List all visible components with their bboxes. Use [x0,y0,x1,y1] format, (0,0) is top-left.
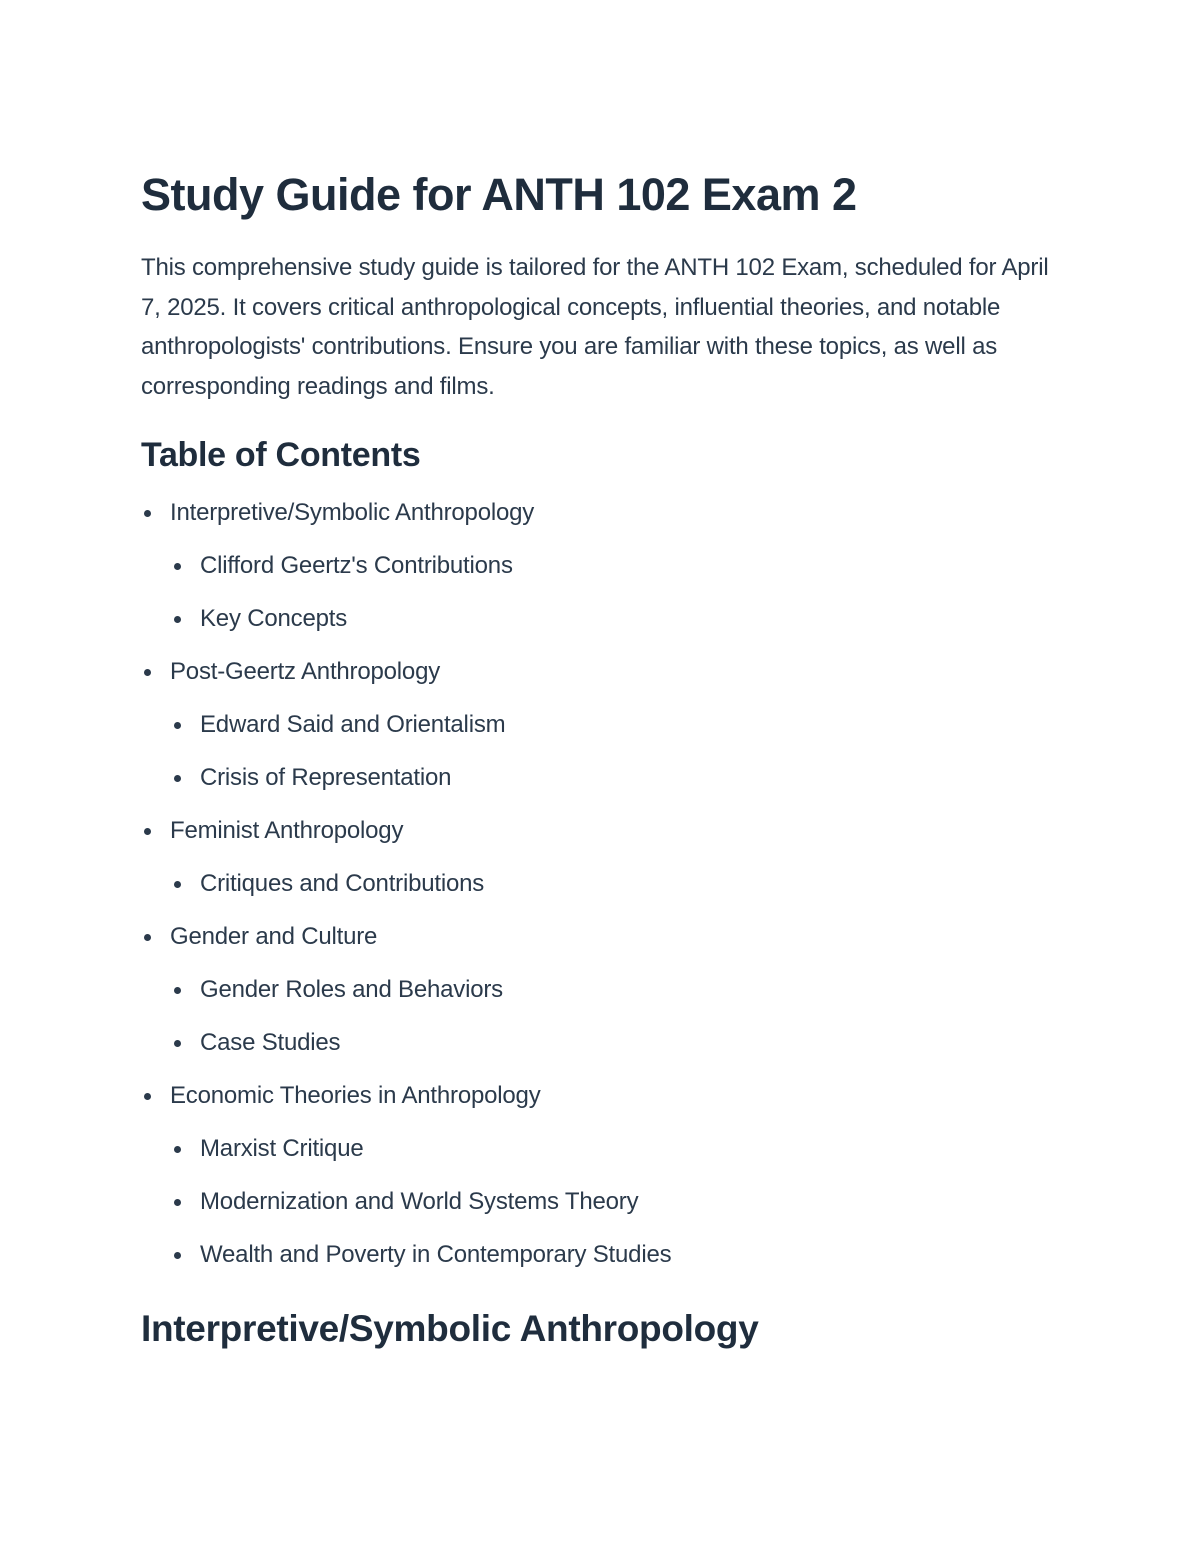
bullet-icon [174,722,181,729]
toc-item-label: Interpretive/Symbolic Anthropology [170,499,535,526]
toc-subitem[interactable] [141,1187,1071,1240]
toc-item-label: Wealth and Poverty in Contemporary Studies [200,1241,672,1268]
bullet-icon [174,775,181,782]
toc-item-label: Critiques and Contributions [200,870,485,897]
toc-item-label: Edward Said and Orientalism [200,711,506,738]
toc-item-label: Key Concepts [200,605,348,632]
toc-heading: Table of Contents [141,436,421,474]
bullet-icon [174,1199,181,1206]
toc-item-label: Post-Geertz Anthropology [170,658,441,685]
toc-item[interactable] [141,498,1071,551]
intro-paragraph: This comprehensive study guide is tailored for the ANTH 102 Exam, scheduled for April 7, 2025. It covers critical anthropological concepts, influential theories, and notable anthropologists' contributions. Ensure you are familiar with these topics, as well as corresponding readings and films. [141,254,1049,400]
toc-subitem[interactable] [141,604,1071,657]
toc-item-label: Clifford Geertz's Contributions [200,552,513,579]
toc-subitem[interactable] [141,1134,1071,1187]
bullet-icon [174,1146,181,1153]
toc-item-label: Crisis of Representation [200,764,452,791]
document-title: Study Guide for ANTH 102 Exam 2 [141,169,857,220]
bullet-icon [144,1093,151,1100]
toc-subitem[interactable] [141,710,1071,763]
section-heading: Interpretive/Symbolic Anthropology [141,1308,759,1349]
toc-subitem[interactable] [141,975,1071,1028]
bullet-icon [144,828,151,835]
toc-item[interactable] [141,816,1071,869]
bullet-icon [144,669,151,676]
toc-item-label: Case Studies [200,1029,341,1056]
toc-item[interactable] [141,657,1071,710]
toc-subitem[interactable] [141,763,1071,816]
toc-subitem[interactable] [141,551,1071,604]
bullet-icon [174,1040,181,1047]
toc-subitem[interactable] [141,1028,1071,1081]
bullet-icon [174,881,181,888]
toc-item[interactable] [141,922,1071,975]
document-content [141,166,1071,1353]
toc-item-label: Gender and Culture [170,923,378,950]
table-of-contents [141,498,1071,1293]
toc-subitem[interactable] [141,1240,1071,1293]
bullet-icon [174,616,181,623]
toc-subitem[interactable] [141,869,1071,922]
bullet-icon [174,563,181,570]
bullet-icon [144,934,151,941]
toc-item-label: Feminist Anthropology [170,817,404,844]
bullet-icon [144,510,151,517]
bullet-icon [174,987,181,994]
toc-item-label: Economic Theories in Anthropology [170,1082,541,1109]
toc-item[interactable] [141,1081,1071,1134]
bullet-icon [174,1252,181,1259]
toc-item-label: Marxist Critique [200,1135,364,1162]
toc-item-label: Gender Roles and Behaviors [200,976,503,1003]
toc-item-label: Modernization and World Systems Theory [200,1188,639,1215]
